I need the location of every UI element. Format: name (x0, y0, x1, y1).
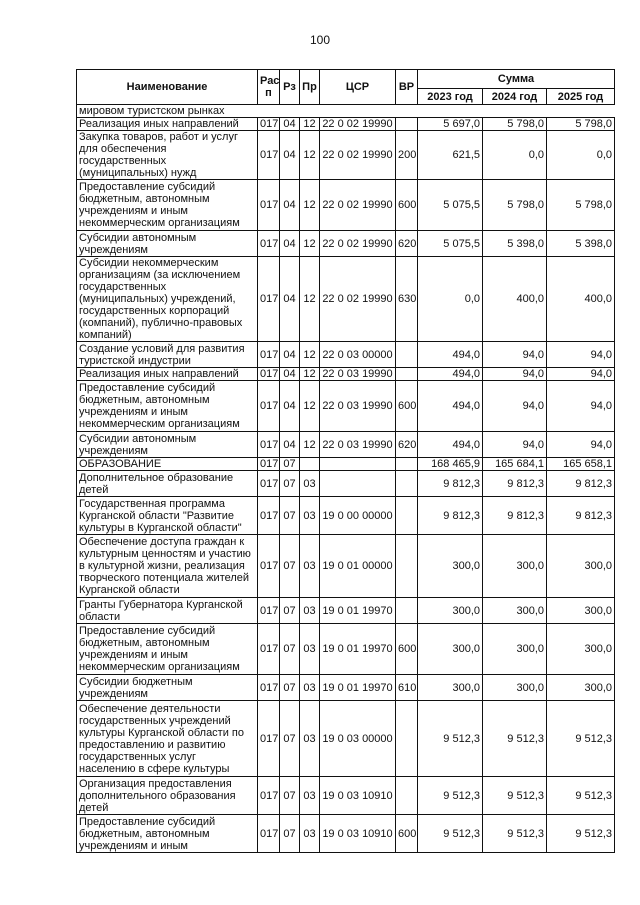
cell-name: Субсидии некоммерческим организациям (за исключением государственных (муниципальных) учреждений, государственных корпораций (компаний), публично-правовых компаний) (77, 257, 258, 342)
cell-pr: 12 (300, 180, 320, 231)
cell-pr: 03 (300, 815, 320, 853)
table-row (77, 675, 615, 701)
cell-ras: 017 (258, 257, 280, 342)
cell-rz: 04 (280, 381, 300, 432)
continuation-row (77, 105, 615, 118)
table-row (77, 535, 615, 598)
table-row (77, 815, 615, 853)
cell-vr (396, 777, 418, 815)
cell-csr: 22 0 02 19990 (320, 231, 396, 257)
cell-2023: 5 075,5 (418, 231, 483, 257)
cell-rz: 04 (280, 231, 300, 257)
cell-2024: 5 798,0 (483, 118, 547, 131)
cell-vr (396, 535, 418, 598)
cell-2025: 0,0 (547, 131, 615, 180)
table-row (77, 257, 615, 342)
cell-2024: 5 398,0 (483, 231, 547, 257)
cell-pr: 12 (300, 368, 320, 381)
cell-vr: 610 (396, 675, 418, 701)
cell-rz: 07 (280, 815, 300, 853)
header-rz: Рз (280, 70, 300, 105)
cell-2024: 9 812,3 (483, 497, 547, 535)
cell-ras: 017 (258, 231, 280, 257)
cell-vr (396, 471, 418, 497)
cell-2024: 165 684,1 (483, 458, 547, 471)
cell-2023: 300,0 (418, 598, 483, 624)
cell-csr: 19 0 03 10910 (320, 777, 396, 815)
table-row (77, 342, 615, 368)
cell-2025: 300,0 (547, 624, 615, 675)
cell-2023: 621,5 (418, 131, 483, 180)
cell-ras: 017 (258, 777, 280, 815)
cell-ras: 017 (258, 118, 280, 131)
cell-2025: 165 658,1 (547, 458, 615, 471)
cell-pr: 03 (300, 624, 320, 675)
cell-ras: 017 (258, 180, 280, 231)
table-row (77, 381, 615, 432)
cell-2024: 400,0 (483, 257, 547, 342)
cell-ras: 017 (258, 458, 280, 471)
cell-name: Реализация иных направлений (77, 118, 258, 131)
cell-pr: 03 (300, 535, 320, 598)
cell-rz: 07 (280, 624, 300, 675)
cell-csr: 19 0 00 00000 (320, 497, 396, 535)
cell-csr: 22 0 03 19990 (320, 432, 396, 458)
cell-2023: 9 512,3 (418, 777, 483, 815)
cell-csr: 22 0 02 19990 (320, 180, 396, 231)
cell-ras: 017 (258, 624, 280, 675)
cell-ras: 017 (258, 497, 280, 535)
table-row (77, 231, 615, 257)
cell-rz: 07 (280, 471, 300, 497)
cell-2023: 168 465,9 (418, 458, 483, 471)
cell-ras: 017 (258, 598, 280, 624)
cell-rz: 04 (280, 118, 300, 131)
cell-pr: 12 (300, 342, 320, 368)
cell-rz: 07 (280, 497, 300, 535)
table-row (77, 497, 615, 535)
cell-2023: 494,0 (418, 342, 483, 368)
cell-vr: 600 (396, 815, 418, 853)
header-sum: Сумма (418, 70, 615, 89)
cell-2025: 5 798,0 (547, 118, 615, 131)
cell-ras: 017 (258, 535, 280, 598)
cell-pr: 03 (300, 497, 320, 535)
cell-pr: 12 (300, 231, 320, 257)
cell-2024: 94,0 (483, 368, 547, 381)
cell-name: Реализация иных направлений (77, 368, 258, 381)
cell-csr: 19 0 01 19970 (320, 675, 396, 701)
cell-vr: 600 (396, 381, 418, 432)
cell-vr: 600 (396, 180, 418, 231)
cell-name: Создание условий для развития туристской индустрии (77, 342, 258, 368)
cell-ras: 017 (258, 342, 280, 368)
cell-2024: 5 798,0 (483, 180, 547, 231)
cell-csr: 22 0 02 19990 (320, 131, 396, 180)
cell-rz: 07 (280, 535, 300, 598)
cell-2024: 9 512,3 (483, 815, 547, 853)
cell-2025: 94,0 (547, 342, 615, 368)
header-vr: ВР (396, 70, 418, 105)
table-row (77, 368, 615, 381)
cell-vr (396, 342, 418, 368)
cell-2025: 94,0 (547, 368, 615, 381)
cell-name: Дополнительное образование детей (77, 471, 258, 497)
cell-vr: 620 (396, 231, 418, 257)
cell-csr: 19 0 01 19970 (320, 624, 396, 675)
cell-ras: 017 (258, 381, 280, 432)
cell-pr: 03 (300, 598, 320, 624)
header-name: Наименование (77, 70, 258, 105)
cell-2023: 300,0 (418, 624, 483, 675)
cell-2025: 9 812,3 (547, 497, 615, 535)
cell-2025: 5 398,0 (547, 231, 615, 257)
cell-name: ОБРАЗОВАНИЕ (77, 458, 258, 471)
table-row (77, 598, 615, 624)
cell-2025: 300,0 (547, 598, 615, 624)
cell-rz: 07 (280, 458, 300, 471)
cell-2023: 9 812,3 (418, 497, 483, 535)
cell-pr: 12 (300, 118, 320, 131)
cell-2023: 9 812,3 (418, 471, 483, 497)
cell-csr: 22 0 03 19990 (320, 368, 396, 381)
header-csr: ЦСР (320, 70, 396, 105)
page-number: 100 (309, 33, 331, 47)
cell-csr: 22 0 02 19990 (320, 118, 396, 131)
budget-table (76, 69, 615, 853)
cell-vr: 200 (396, 131, 418, 180)
cell-pr: 03 (300, 701, 320, 777)
cell-2023: 5 075,5 (418, 180, 483, 231)
cell-rz: 04 (280, 131, 300, 180)
cell-rz: 04 (280, 257, 300, 342)
cell-csr (320, 471, 396, 497)
cell-pr: 03 (300, 675, 320, 701)
cell-2025: 9 512,3 (547, 701, 615, 777)
cell-2024: 94,0 (483, 432, 547, 458)
table-row (77, 777, 615, 815)
cell-pr: 12 (300, 131, 320, 180)
cell-csr: 19 0 01 19970 (320, 598, 396, 624)
cell-name: Предоставление субсидий бюджетным, автономным учреждениям и иным некоммерческим организациям (77, 180, 258, 231)
cell-csr: 19 0 03 10910 (320, 815, 396, 853)
cell-name: Государственная программа Курганской области "Развитие культуры в Курганской области" (77, 497, 258, 535)
table-row (77, 432, 615, 458)
cell-2025: 5 798,0 (547, 180, 615, 231)
cell-name: Субсидии бюджетным учреждениям (77, 675, 258, 701)
cell-rz: 07 (280, 701, 300, 777)
cell-ras: 017 (258, 131, 280, 180)
cell-2024: 9 512,3 (483, 777, 547, 815)
cell-ras: 017 (258, 471, 280, 497)
cell-name: Предоставление субсидий бюджетным, автономным учреждениям и иным некоммерческим организациям (77, 381, 258, 432)
cell-vr (396, 598, 418, 624)
cell-name: Организация предоставления дополнительного образования детей (77, 777, 258, 815)
table-row (77, 118, 615, 131)
cell-vr: 620 (396, 432, 418, 458)
cell-name: Предоставление субсидий бюджетным, автономным учреждениям и иным (77, 815, 258, 853)
cell-csr (320, 458, 396, 471)
cell-vr: 600 (396, 624, 418, 675)
cell-2024: 0,0 (483, 131, 547, 180)
header-2025: 2025 год (547, 89, 615, 105)
cell-2024: 94,0 (483, 342, 547, 368)
cell-rz: 04 (280, 342, 300, 368)
cell-2023: 494,0 (418, 381, 483, 432)
cell-name: Гранты Губернатора Курганской области (77, 598, 258, 624)
cell-csr: 22 0 03 00000 (320, 342, 396, 368)
cell-2024: 300,0 (483, 598, 547, 624)
cell-rz: 04 (280, 368, 300, 381)
table-row (77, 701, 615, 777)
header-ras: Рас п (258, 70, 280, 105)
cell-2025: 94,0 (547, 432, 615, 458)
cell-vr (396, 701, 418, 777)
cell-csr: 19 0 03 00000 (320, 701, 396, 777)
cell-2023: 300,0 (418, 535, 483, 598)
cell-vr (396, 118, 418, 131)
cell-2024: 9 812,3 (483, 471, 547, 497)
cell-2025: 9 512,3 (547, 815, 615, 853)
cell-2023: 9 512,3 (418, 701, 483, 777)
cell-rz: 07 (280, 598, 300, 624)
cell-pr (300, 458, 320, 471)
cell-ras: 017 (258, 432, 280, 458)
cell-2023: 300,0 (418, 675, 483, 701)
table-row (77, 624, 615, 675)
cell-name: Субсидии автономным учреждениям (77, 432, 258, 458)
cell-2024: 300,0 (483, 675, 547, 701)
cell-csr: 22 0 03 19990 (320, 381, 396, 432)
cell-pr: 12 (300, 257, 320, 342)
cell-ras: 017 (258, 675, 280, 701)
continuation-text: мировом туристском рынках (77, 105, 615, 118)
cell-rz: 04 (280, 180, 300, 231)
table-row (77, 131, 615, 180)
cell-vr: 630 (396, 257, 418, 342)
cell-2025: 400,0 (547, 257, 615, 342)
cell-vr (396, 497, 418, 535)
cell-ras: 017 (258, 815, 280, 853)
header-2024: 2024 год (483, 89, 547, 105)
cell-2023: 494,0 (418, 368, 483, 381)
cell-name: Обеспечение деятельности государственных учреждений культуры Курганской области по предоставлению и развитию государственных услуг населению в сфере культуры (77, 701, 258, 777)
cell-rz: 07 (280, 675, 300, 701)
cell-pr: 12 (300, 432, 320, 458)
cell-2024: 300,0 (483, 535, 547, 598)
cell-2025: 94,0 (547, 381, 615, 432)
cell-pr: 12 (300, 381, 320, 432)
table-row (77, 180, 615, 231)
cell-2023: 0,0 (418, 257, 483, 342)
cell-2025: 9 812,3 (547, 471, 615, 497)
cell-2023: 494,0 (418, 432, 483, 458)
cell-vr (396, 368, 418, 381)
cell-name: Субсидии автономным учреждениям (77, 231, 258, 257)
table-row (77, 471, 615, 497)
cell-ras: 017 (258, 368, 280, 381)
cell-ras: 017 (258, 701, 280, 777)
cell-csr: 22 0 02 19990 (320, 257, 396, 342)
cell-2024: 300,0 (483, 624, 547, 675)
cell-name: Предоставление субсидий бюджетным, автономным учреждениям и иным некоммерческим организациям (77, 624, 258, 675)
header-pr: Пр (300, 70, 320, 105)
cell-pr: 03 (300, 471, 320, 497)
cell-csr: 19 0 01 00000 (320, 535, 396, 598)
cell-2023: 5 697,0 (418, 118, 483, 131)
cell-2025: 300,0 (547, 675, 615, 701)
cell-2025: 9 512,3 (547, 777, 615, 815)
cell-2024: 9 512,3 (483, 701, 547, 777)
cell-2023: 9 512,3 (418, 815, 483, 853)
header-2023: 2023 год (418, 89, 483, 105)
cell-name: Обеспечение доступа граждан к культурным ценностям и участию в культурной жизни, реализация творческого потенциала жителей Курганской области (77, 535, 258, 598)
cell-rz: 07 (280, 777, 300, 815)
cell-2025: 300,0 (547, 535, 615, 598)
cell-pr: 03 (300, 777, 320, 815)
cell-rz: 04 (280, 432, 300, 458)
cell-name: Закупка товаров, работ и услуг для обеспечения государственных (муниципальных) нужд (77, 131, 258, 180)
table-row (77, 458, 615, 471)
cell-vr (396, 458, 418, 471)
cell-2024: 94,0 (483, 381, 547, 432)
